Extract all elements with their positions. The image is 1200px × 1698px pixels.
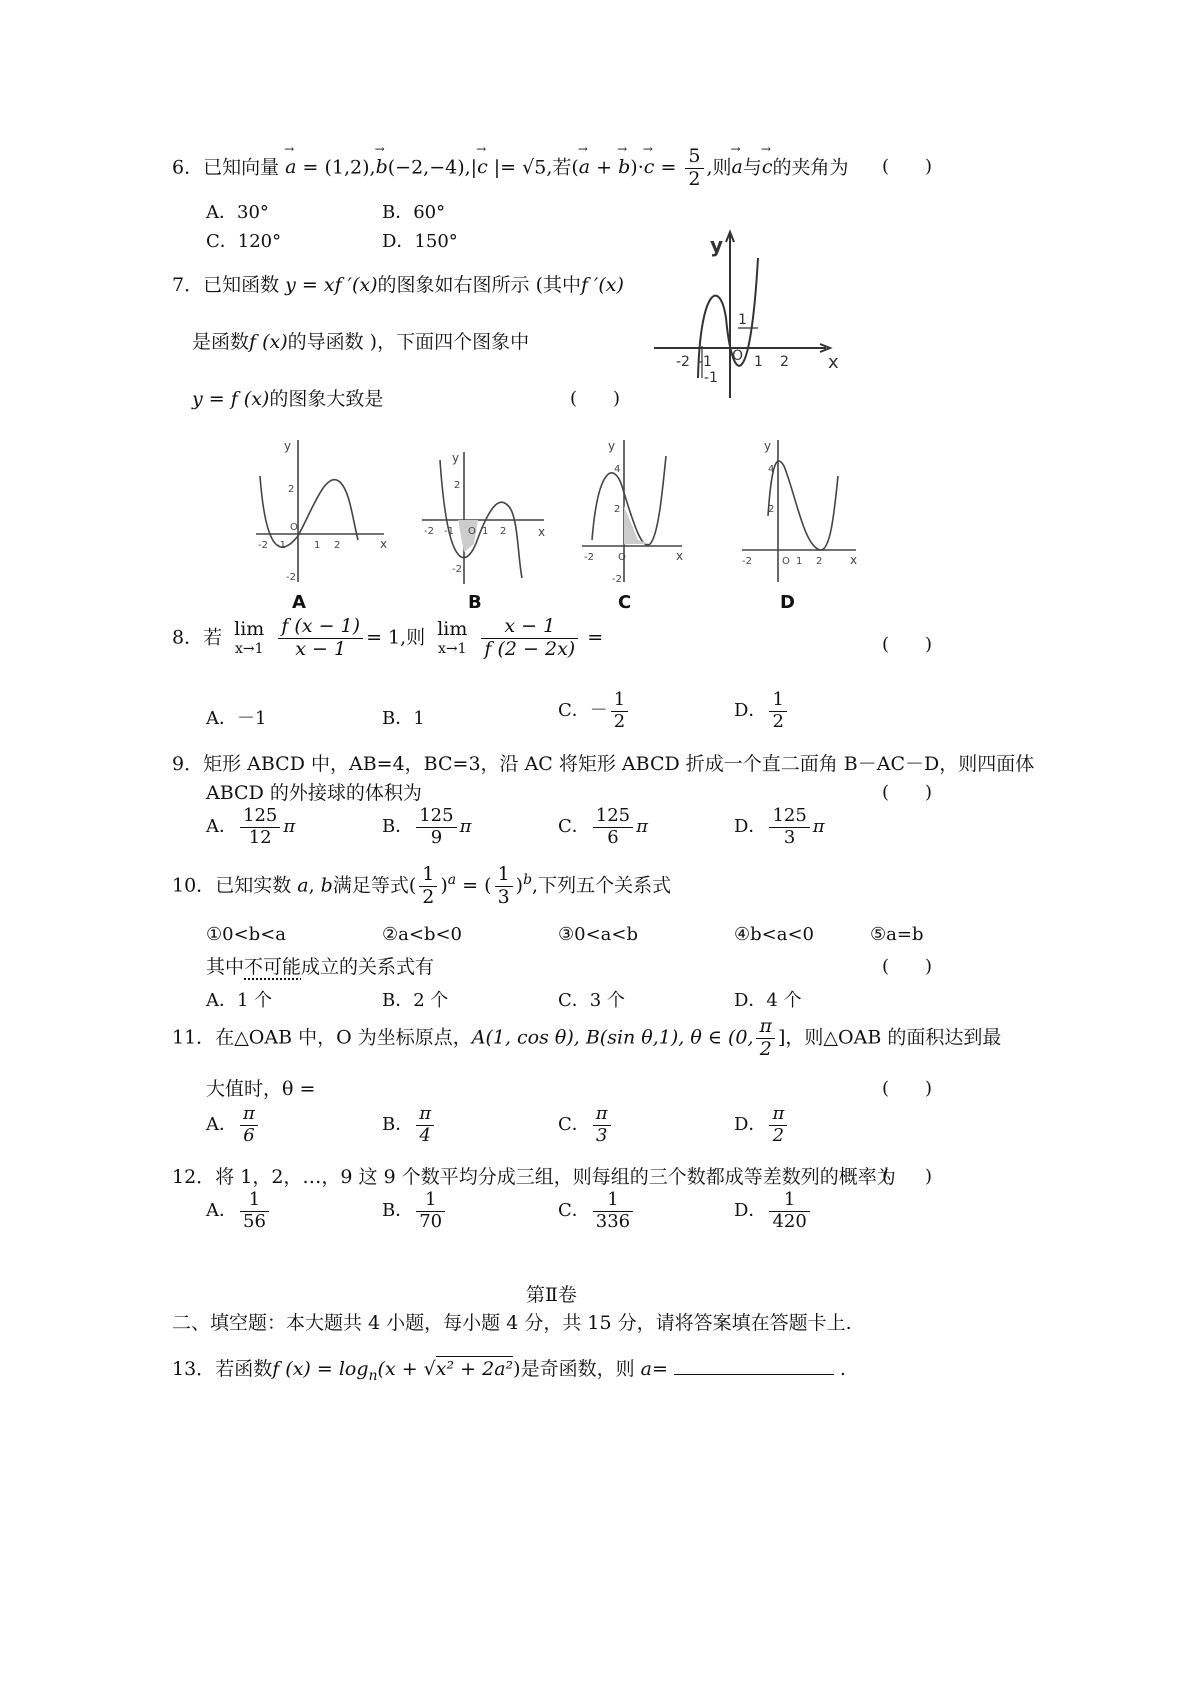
svg-text:y: y (284, 439, 292, 453)
svg-text:x: x (538, 525, 546, 539)
q11-option-c: C． $\frac{\pi}{3}$ (558, 1104, 614, 1146)
svg-text:2: 2 (334, 540, 341, 551)
svg-text:-2: -2 (612, 574, 622, 585)
svg-text:x: x (380, 537, 388, 551)
q10-paren: ( ) (882, 956, 933, 977)
svg-text:y: y (608, 439, 616, 453)
q10-option-d: D．4 个 (734, 990, 802, 1011)
svg-text:-2: -2 (286, 572, 296, 583)
svg-text:1: 1 (754, 354, 763, 370)
svg-text:4: 4 (614, 464, 621, 475)
svg-text:1: 1 (482, 526, 489, 537)
q7-paren: ( ) (570, 388, 621, 409)
q8-option-b: B．1 (382, 708, 425, 729)
q8-stem: 8．若 lim x→1 $\frac{f (x - 1)}{x - 1}$ = 1,则 lim x→1 $\frac{x - 1}{f (2 - 2x)}$ = (172, 615, 604, 660)
svg-text:O: O (468, 526, 476, 537)
q9-line1: 9．矩形 ABCD 中，AB=4，BC=3，沿 AC 将矩形 ABCD 折成一个直二面角 B－AC－D，则四面体 (172, 753, 1035, 775)
svg-text:1: 1 (314, 540, 321, 551)
q7-choice-b: B (468, 592, 482, 613)
q7-graph-b (418, 448, 550, 588)
q11-paren: ( ) (882, 1078, 933, 1099)
svg-text:2: 2 (454, 480, 461, 491)
q10-relation-1: ①0<b<a (206, 924, 287, 945)
q12-option-d: D． $\frac{1}{420}$ (734, 1190, 813, 1232)
svg-text:O: O (782, 556, 790, 567)
svg-text:2: 2 (816, 556, 823, 567)
q7-choice-a: A (292, 592, 306, 613)
svg-text:x: x (850, 553, 858, 567)
q11-option-b: B． $\frac{\pi}{4}$ (382, 1104, 437, 1146)
svg-text:2: 2 (288, 484, 295, 495)
svg-text:2: 2 (780, 354, 789, 370)
svg-text:-1: -1 (444, 526, 454, 537)
svg-text:-1: -1 (698, 354, 712, 370)
q9-option-c: C． $\frac{125}{6}$ π (558, 805, 648, 848)
q9-option-b: B． $\frac{125}{9}$ π (382, 805, 472, 848)
q8-paren: ( ) (882, 634, 933, 655)
svg-text:O: O (290, 522, 298, 533)
svg-text:y: y (452, 451, 460, 465)
svg-text:-1: -1 (704, 370, 718, 386)
q12-paren: ( ) (882, 1166, 933, 1187)
svg-text:y: y (764, 439, 772, 453)
q12-option-b: B． $\frac{1}{70}$ (382, 1190, 448, 1232)
svg-text:-2: -2 (676, 354, 690, 370)
q10-option-a: A．1 个 (206, 990, 273, 1011)
main-y-label: y (710, 233, 724, 257)
q7-graph-d (738, 436, 862, 586)
q7-graph-a (252, 436, 392, 586)
q11-option-a: A． $\frac{\pi}{6}$ (206, 1104, 261, 1146)
q6-option-a: A．30° (206, 202, 269, 223)
q6-option-c: C．120° (206, 231, 282, 252)
q7-choice-d: D (780, 592, 795, 613)
q7-line2: 是函数f (x)的导函数 )，下面四个图象中 (192, 331, 530, 353)
svg-text:2: 2 (500, 526, 507, 537)
q10-relation-4: ④b<a<0 (734, 924, 815, 945)
q6-option-d: D．150° (382, 231, 458, 252)
q10-stem: 10．已知实数 a, b满足等式( $\frac{1}{2}$ )$^a$ = ( $\frac{1}{3}$ )$^b$,下列五个关系式 (172, 863, 672, 908)
svg-text:2: 2 (614, 504, 621, 515)
q11-line1: 11．在△OAB 中，O 为坐标原点，A(1, cos θ), B(sin θ,1), θ ∈ (0, $\frac{\pi}{2}$ ]，则△OAB 的面积达到最 (172, 1015, 1002, 1060)
q10-relation-2: ②a<b<0 (382, 924, 463, 945)
svg-text:-2: -2 (258, 540, 268, 551)
q8-option-a: A．－1 (206, 708, 267, 729)
q10-option-b: B．2 个 (382, 990, 449, 1011)
svg-text:-2: -2 (452, 564, 462, 575)
q9-line2: ABCD 的外接球的体积为 (206, 782, 422, 804)
q13-answer-blank[interactable] (674, 1374, 834, 1375)
svg-text:4: 4 (768, 464, 775, 475)
q13-stem: 13．若函数f $(x) = \log_n(x + √x^2 + 2a^2)$是奇函数，则 a= . (172, 1358, 846, 1384)
svg-text:-2: -2 (742, 556, 752, 567)
q7-main-graph (648, 228, 848, 404)
q12-stem: 12．将 1，2，…，9 这 9 个数平均分成三组，则每组的三个数都成等差数列的概率为 (172, 1166, 896, 1188)
svg-text:1: 1 (796, 556, 803, 567)
q11-option-d: D． $\frac{\pi}{2}$ (734, 1104, 790, 1146)
section-title: 第Ⅱ卷 (526, 1284, 577, 1306)
svg-text:x: x (676, 549, 684, 563)
q9-option-a: A． $\frac{125}{12}$ π (206, 805, 296, 848)
q12-option-c: C． $\frac{1}{336}$ (558, 1190, 636, 1232)
q12-option-a: A． $\frac{1}{56}$ (206, 1190, 272, 1232)
section-instruction: 二、填空题：本大题共 4 小题，每小题 4 分，共 15 分，请将答案填在答题卡上. (172, 1312, 852, 1334)
svg-text:1: 1 (738, 312, 747, 328)
q9-paren: ( ) (882, 782, 933, 803)
main-x-label: x (828, 352, 839, 373)
q7-line3: y = f (x)的图象大致是 (192, 388, 384, 410)
svg-text:-2: -2 (424, 526, 434, 537)
svg-text:2: 2 (768, 504, 775, 515)
q10-option-c: C．3 个 (558, 990, 625, 1011)
q10-relation-5: ⑤a=b (870, 924, 924, 945)
svg-text:O: O (618, 552, 626, 563)
q7-line1: 7．已知函数 y = xf ′(x)的图象如右图所示 (其中f ′(x) (172, 274, 624, 296)
svg-text:O: O (732, 348, 744, 364)
q6-stem: 6．已知向量 → a = (1,2),→ b(−2,−4),|→ c |= √5,若(→ a + → b)·→ c = $\frac{5}{2}$ ,则→ a与→ c的夹角为 (172, 146, 849, 191)
q6-paren: ( ) (882, 156, 933, 177)
svg-text:-1: -1 (276, 540, 286, 551)
q7-graph-c (578, 436, 688, 586)
q7-choice-c: C (618, 592, 632, 613)
svg-text:-2: -2 (584, 552, 594, 563)
q6-option-b: B．60° (382, 202, 446, 223)
q11-line2: 大值时，θ = (206, 1078, 316, 1100)
q10-relation-3: ③0<a<b (558, 924, 639, 945)
q9-option-d: D． $\frac{125}{3}$ π (734, 805, 825, 848)
q10-line3: 其中不可能成立的关系式有 (206, 956, 435, 978)
q8-option-c: C．－ $\frac{1}{2}$ (558, 690, 631, 732)
q8-option-d: D． $\frac{1}{2}$ (734, 690, 790, 732)
